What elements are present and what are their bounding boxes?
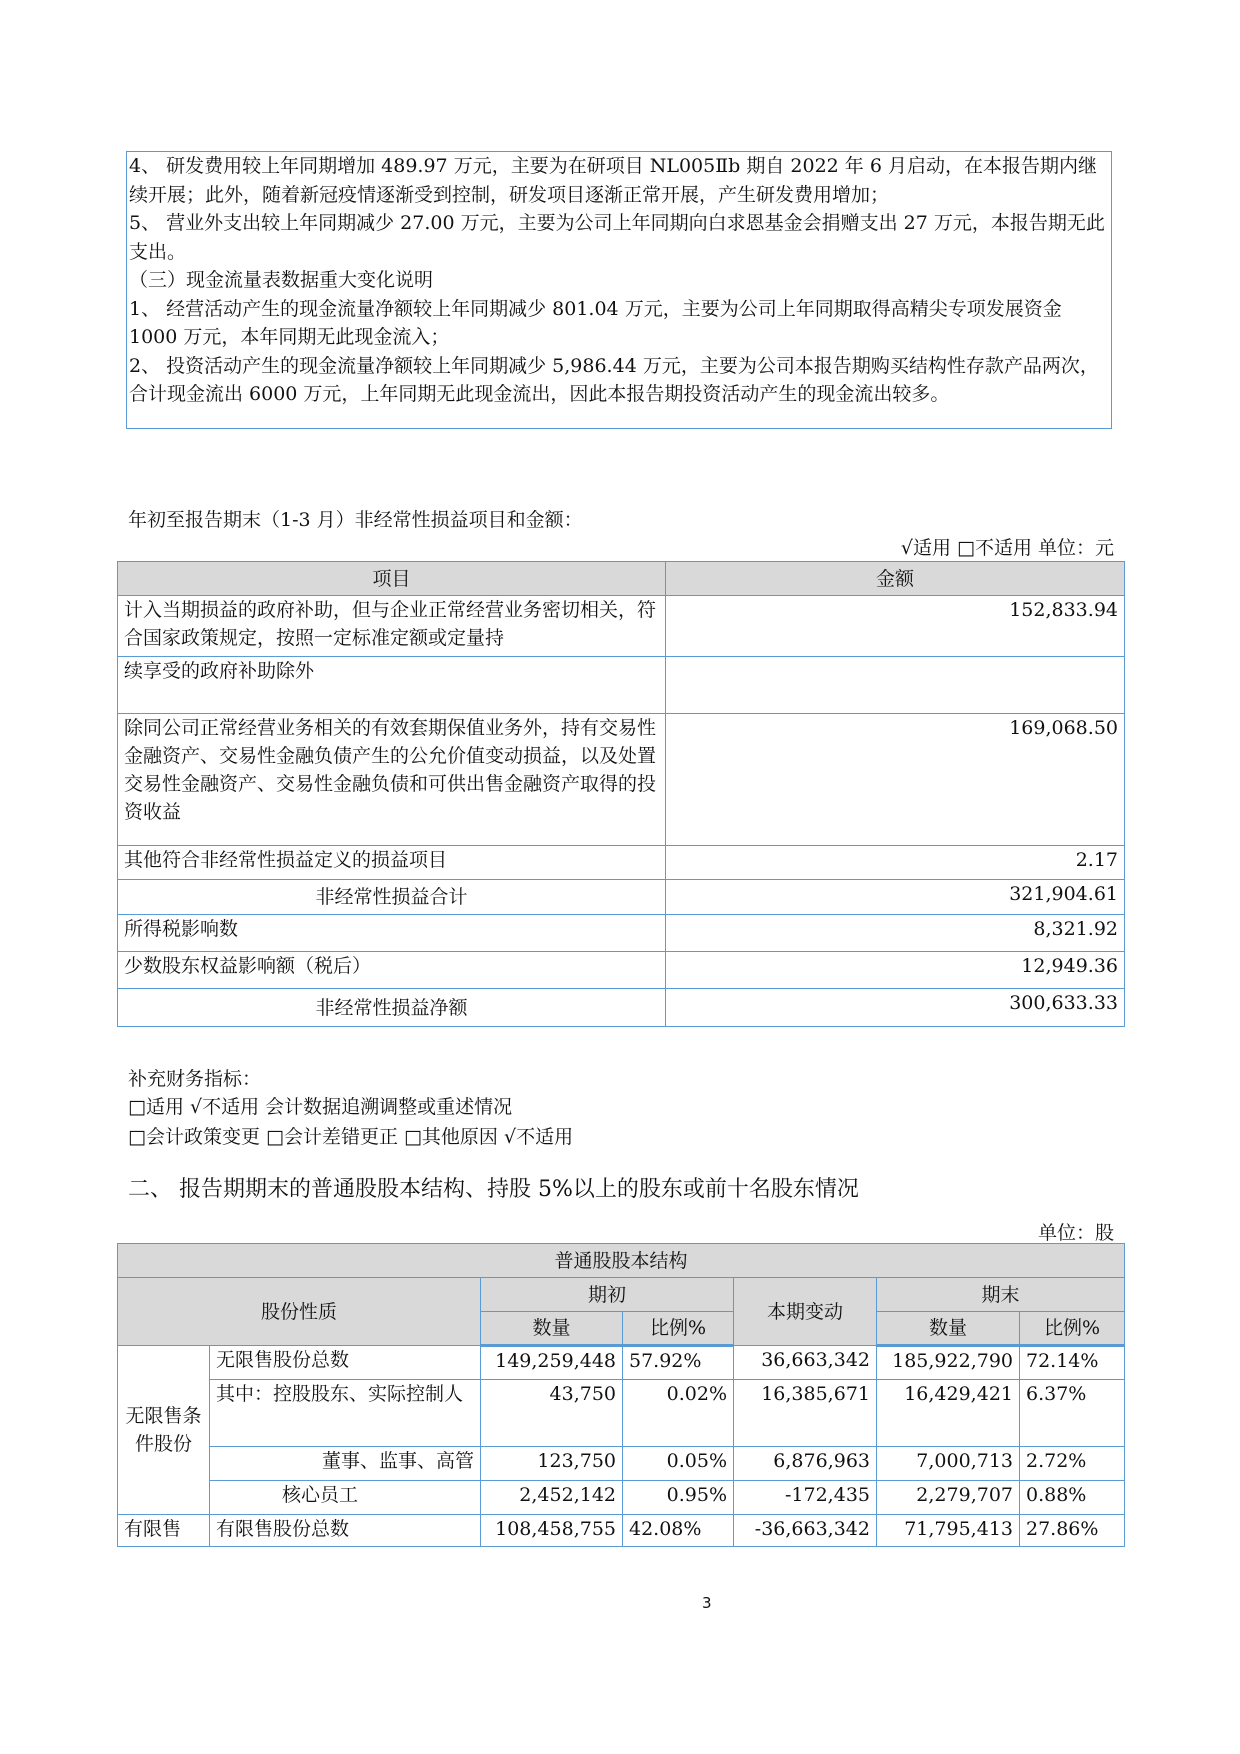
- table-title: 普通股股本结构: [118, 1244, 1125, 1278]
- unit-label: 单位：股: [1037, 1222, 1114, 1244]
- table-row: 非经常性损益合计 321,904.61: [118, 880, 1125, 915]
- cashflow-note-1: 1、 经营活动产生的现金流量净额较上年同期减少 801.04 万元，主要为公司上年同期取得高精尖专项发展资金 1000 万元，本年同期无此现金流入；: [129, 297, 1062, 348]
- notes-box: [126, 151, 1112, 429]
- header-item: 项目: [118, 562, 666, 596]
- group-unrestricted: 无限售条件股份: [118, 1346, 210, 1515]
- table-row: 续享受的政府补助除外: [118, 657, 1125, 714]
- table-row: 有限售 有限售股份总数 108,458,755 42.08% -36,663,342 71,795,413 27.86%: [118, 1515, 1125, 1547]
- table-row: 所得税影响数 8,321.92: [118, 915, 1125, 952]
- nonrecurring-title: 年初至报告期末（1-3 月）非经常性损益项目和金额：: [128, 509, 583, 531]
- table-row: 无限售条件股份 无限售股份总数 149,259,448 57.92% 36,663,342 185,922,790 72.14%: [118, 1346, 1125, 1380]
- nonrecurring-table: [117, 561, 1125, 1027]
- cashflow-note-2: 2、 投资活动产生的现金流量净额较上年同期减少 5,986.44 万元，主要为公司本报告期购买结构性存款产品两次，合计现金流出 6000 万元，上年同期无此现金流出，因此本报告期投资活动产生的现金流出较多。: [129, 354, 1099, 405]
- table-row: 核心员工 2,452,142 0.95% -172,435 2,279,707 0.88%: [118, 1481, 1125, 1515]
- table-row: 其中：控股股东、实际控制人 43,750 0.02% 16,385,671 16,429,421 6.37%: [118, 1380, 1125, 1447]
- supplement-line-1: □适用 √不适用 会计数据追溯调整或重述情况: [128, 1096, 513, 1118]
- supplement-line-2: □会计政策变更 □会计差错更正 □其他原因 √不适用: [128, 1126, 574, 1148]
- applicability: √适用 □不适用 单位：元: [900, 537, 1114, 559]
- supplement-title: 补充财务指标：: [128, 1068, 262, 1090]
- cashflow-heading: （三）现金流量表数据重大变化说明: [129, 269, 434, 291]
- table-row: 董事、监事、高管 123,750 0.05% 6,876,963 7,000,713 2.72%: [118, 1447, 1125, 1481]
- share-structure-table: 普通股股本结构 股份性质 期初 本期变动 期末 数量 比例% 数量 比例% 无限售条件股份 无限售股份总数 149,259,448 57.92% 36,663,342 185,922,790 72.14% 其中：控股股东、实际控制人 43,750 0.02% 16,385,671 16,429,421 6.37% 董事、监事、高管 123,750 0.05% 6,876,963 7,000,713 2.72% 核心员工 2,452,142 0.95% -172,435 2,279,707 0.88% 有限售 有限售股份总数 108,458,755 42.08% -36,663,342 71,795,413 27.86%: [117, 1243, 1125, 1547]
- section-2-heading: 二、 报告期期末的普通股股本结构、持股 5%以上的股东或前十名股东情况: [128, 1177, 859, 1202]
- table-row: 其他符合非经常性损益定义的损益项目 2.17: [118, 846, 1125, 880]
- table-row: 计入当期损益的政府补助，但与企业正常经营业务密切相关，符合国家政策规定，按照一定标准定额或定量持 152,833.94: [118, 596, 1125, 657]
- group-restricted: 有限售: [118, 1515, 210, 1547]
- header-amount: 金额: [666, 562, 1125, 596]
- table-row: 非经常性损益净额 300,633.33: [118, 989, 1125, 1027]
- page-number: 3: [702, 1594, 712, 1612]
- note-4: 4、 研发费用较上年同期增加 489.97 万元，主要为在研项目 NL005Ⅱb 期自 2022 年 6 月启动，在本报告期内继续开展；此外，随着新冠疫情逐渐受到控制，研发项目逐渐正常开展，产生研发费用增加；: [129, 155, 1097, 206]
- table-row: 少数股东权益影响额（税后） 12,949.36: [118, 952, 1125, 989]
- table-row: 除同公司正常经营业务相关的有效套期保值业务外，持有交易性金融资产、交易性金融负债产生的公允价值变动损益，以及处置交易性金融资产、交易性金融负债和可供出售金融资产取得的投资收益 169,068.50: [118, 714, 1125, 846]
- note-5: 5、 营业外支出较上年同期减少 27.00 万元，主要为公司上年同期向白求恩基金会捐赠支出 27 万元，本报告期无此支出。: [129, 212, 1105, 263]
